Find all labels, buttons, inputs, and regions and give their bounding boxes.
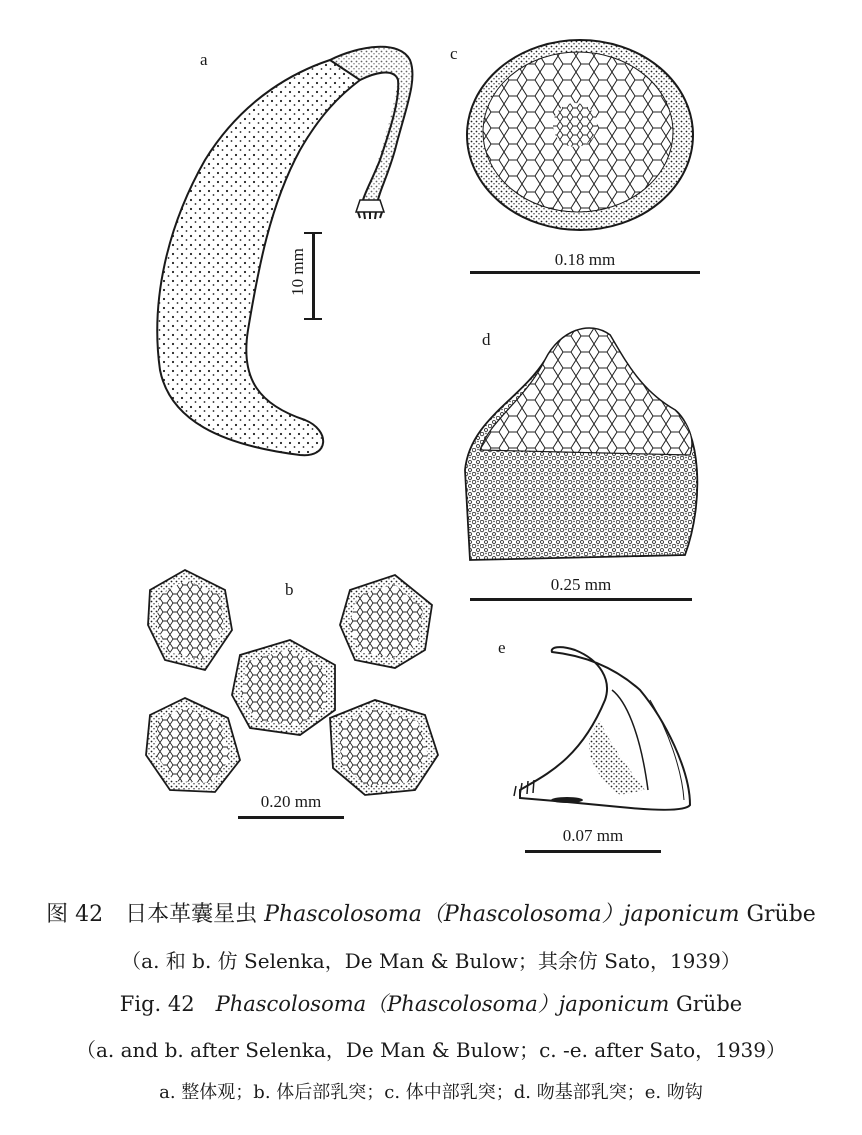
panel-d-papilla-drawing xyxy=(465,328,697,560)
tentacle-crown xyxy=(356,200,384,219)
caption-line-2: （a. 和 b. 仿 Selenka，De Man & Bulow；其余仿 Sato，1939） xyxy=(121,949,741,973)
caption-3-subgenus: （Phascolosoma） xyxy=(366,992,559,1016)
caption-line-3 xyxy=(0,988,862,1018)
panel-label-c: c xyxy=(450,44,458,63)
scale-label-c: 0.18 mm xyxy=(554,250,616,269)
caption-line-5: a. 整体观；b. 体后部乳突；c. 体中部乳突；d. 吻基部乳突；e. 吻钩 xyxy=(159,1082,703,1103)
caption-1-species: japonicum xyxy=(623,902,740,927)
caption-line-1 xyxy=(0,897,862,928)
papilla-3 xyxy=(232,640,335,735)
scale-bar-b xyxy=(238,816,344,819)
caption-3-genus: Phascolosoma xyxy=(215,992,367,1016)
papilla-1 xyxy=(148,570,232,670)
panel-c-papilla-drawing xyxy=(467,40,693,230)
scale-bar-e xyxy=(525,850,661,853)
panel-label-d: d xyxy=(482,330,491,349)
papilla-2 xyxy=(340,575,432,668)
panel-label-b: b xyxy=(285,580,294,599)
scale-label-e: 0.07 mm xyxy=(562,826,624,845)
caption-1-subgenus: （Phascolosoma） xyxy=(421,902,624,927)
caption-3-prefix: Fig. 42 xyxy=(119,992,216,1016)
panel-e-hook-drawing xyxy=(514,647,690,810)
scale-label-a: 10 mm xyxy=(288,248,307,296)
caption-1-prefix: 图 42 日本革囊星虫 xyxy=(46,902,265,927)
caption-3-species: japonicum xyxy=(558,992,670,1016)
scale-label-b: 0.20 mm xyxy=(260,792,322,811)
caption-1-genus: Phascolosoma xyxy=(264,902,422,927)
caption-1-author: Grübe xyxy=(739,902,816,927)
caption-3-author: Grübe xyxy=(669,992,743,1016)
panel-label-a: a xyxy=(200,50,208,69)
papilla-5 xyxy=(330,700,438,795)
scale-label-d: 0.25 mm xyxy=(550,575,612,594)
panel-b-papillae-drawing xyxy=(146,570,438,795)
caption-line-4: （a. and b. after Selenka，De Man & Bulow；c. -e. after Sato，1939） xyxy=(75,1038,787,1062)
papilla-4 xyxy=(146,698,240,792)
scale-bar-d xyxy=(470,598,692,601)
panel-a-body-drawing xyxy=(157,47,412,455)
panel-label-e: e xyxy=(498,638,506,657)
scale-bar-c xyxy=(470,271,700,274)
